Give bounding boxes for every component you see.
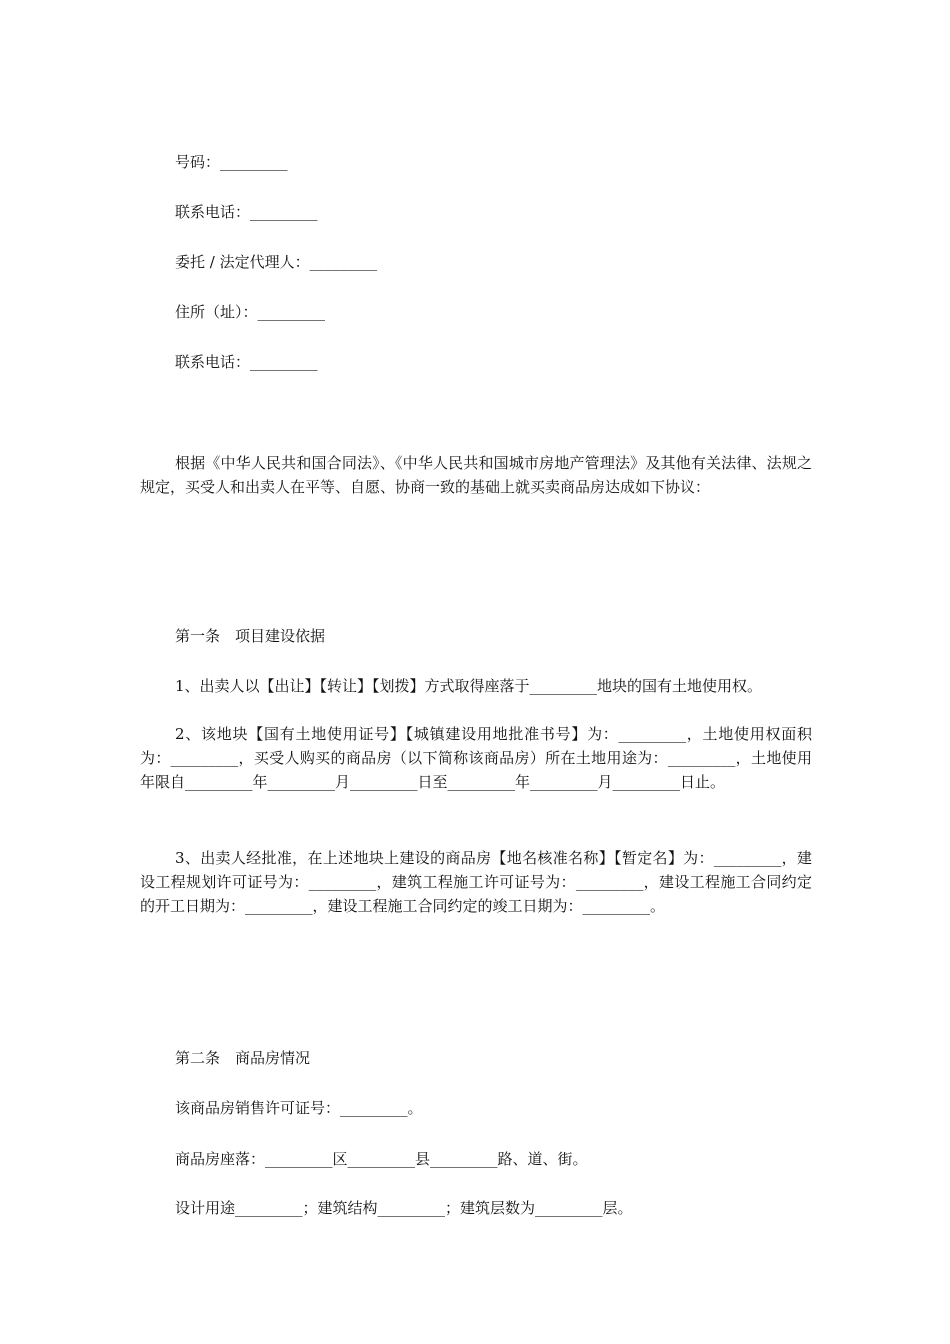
article-1-title: 第一条 项目建设依据: [175, 627, 326, 645]
contact-number: 号码：_________: [175, 153, 288, 171]
contact-phone-2: 联系电话：_________: [175, 353, 318, 371]
preamble-paragraph: 根据《中华人民共和国合同法》、《中华人民共和国城市房地产管理法》及其他有关法律、法规之规定，买受人和出卖人在平等、自愿、协商一致的基础上就买卖商品房达成如下协议：: [140, 454, 812, 496]
article-2-title: 第二条 商品房情况: [175, 1049, 311, 1067]
sales-license: 该商品房销售许可证号：_________。: [175, 1099, 423, 1117]
contact-agent: 委托 / 法定代理人：_________: [175, 253, 378, 271]
property-location: 商品房座落：_________区_________县_________路、道、街。: [175, 1150, 588, 1168]
design-details: 设计用途_________；建筑结构_________；建筑层数为_________层。: [175, 1199, 633, 1217]
article-1-clause-3: 3、出卖人经批准，在上述地块上建设的商品房【地名核准名称】【暂定名】为：_________，建设工程规划许可证号为：_________，建筑工程施工许可证号为：_________，建设工程施工合同约定的开工日期为：_________，建设工程施工合同约定的竣工日期为：_________。: [140, 849, 812, 915]
article-1-clause-1: 1、出卖人以【出让】【转让】【划拨】方式取得座落于_________地块的国有土地使用权。: [175, 677, 763, 695]
contact-phone: 联系电话：_________: [175, 203, 318, 221]
article-1-clause-2: 2、该地块【国有土地使用证号】【城镇建设用地批准书号】为：_________，土地使用权面积为：_________，买受人购买的商品房（以下简称该商品房）所在土地用途为：_________，土地使用年限自_________年_________月_________日至_________年_________月_________日止。: [140, 725, 812, 791]
contact-address: 住所（址）：_________: [175, 303, 326, 321]
